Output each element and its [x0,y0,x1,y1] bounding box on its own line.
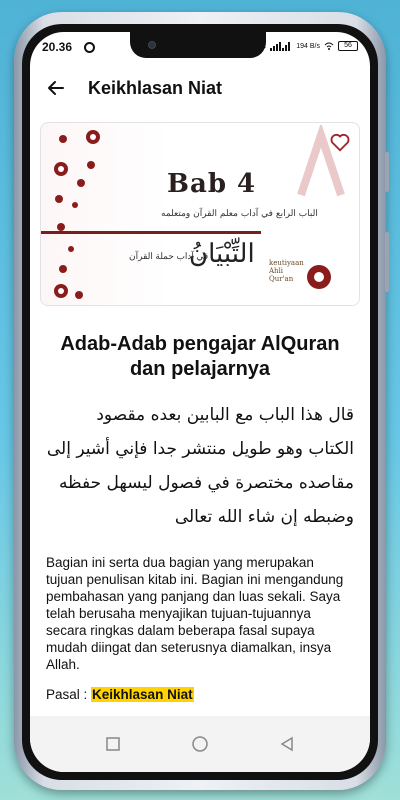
screen [30,32,370,772]
status-time: 20.36 [42,40,73,54]
camera-notch [130,32,266,58]
page-title: Keikhlasan Niat [88,77,223,98]
wifi-icon [324,41,334,51]
translation-text: Bagian ini serta dua bagian yang merupakan tujuan penulisan kitab ini. Bagian ini mengandung pembahasan yang panjang dan luas sekali. Saya telah berusaha menyajikan tujuan-tujuannya secara ringkas dalam beberapa fasal supaya mudah diingat dan seterusnya diamalkan, insya Allah. [46,555,344,672]
system-nav-bar [30,716,370,772]
arrow-left-icon[interactable] [46,78,66,98]
triangle-back-icon[interactable] [279,736,295,752]
chapter-subtitle: الباب الرابع في آداب معلم القرآن ومتعلمه [161,209,318,219]
favorite-button[interactable] [329,131,351,153]
notification-icon [84,42,95,53]
app-bar [30,64,370,112]
heart-outline-icon[interactable] [329,131,351,153]
brand-line-3: Qur'an [269,275,294,283]
pasal-line [46,687,354,702]
article-content[interactable] [30,122,370,716]
publisher-logo [269,259,304,283]
book-title: التِّبْيَانُ [189,239,255,269]
brand-line-1: keutiyaan [269,259,304,267]
back-button[interactable] [38,70,74,106]
chapter-title: Bab 4 [167,169,257,199]
power-button [385,232,389,292]
phone-bezel [22,24,378,780]
pasal-label: Pasal : [46,687,92,702]
recents-button[interactable] [98,729,128,759]
signal-icon [270,41,292,51]
ornament-star-icon [305,263,333,291]
battery-icon: 56 [338,41,358,51]
camera-icon [148,41,156,49]
pasal-highlight: Keikhlasan Niat [92,687,193,702]
banner-divider [41,231,261,234]
book-subtitle: في آداب حملة القرآن [129,251,209,261]
circle-icon[interactable] [191,735,209,753]
arabic-text: قال هذا الباب مع البابين بعده مقصود الكتاب وهو طويل منتشر جدا فإني أشير إلى مقاصده مختصرة في فصول ليسهل حفظه وضبطه إن شاء الله تعالى [46,405,354,527]
chapter-banner [40,122,360,306]
article-heading: Adab-Adab pengajar AlQuran dan pelajarnya [60,333,340,380]
brand-line-2: Ahli [269,267,284,275]
volume-button [385,152,389,192]
square-icon[interactable] [105,736,121,752]
home-button[interactable] [185,729,215,759]
system-back-button[interactable] [272,729,302,759]
ornament-pattern-icon [47,127,117,303]
speed-label: 194 B/s [296,42,320,50]
